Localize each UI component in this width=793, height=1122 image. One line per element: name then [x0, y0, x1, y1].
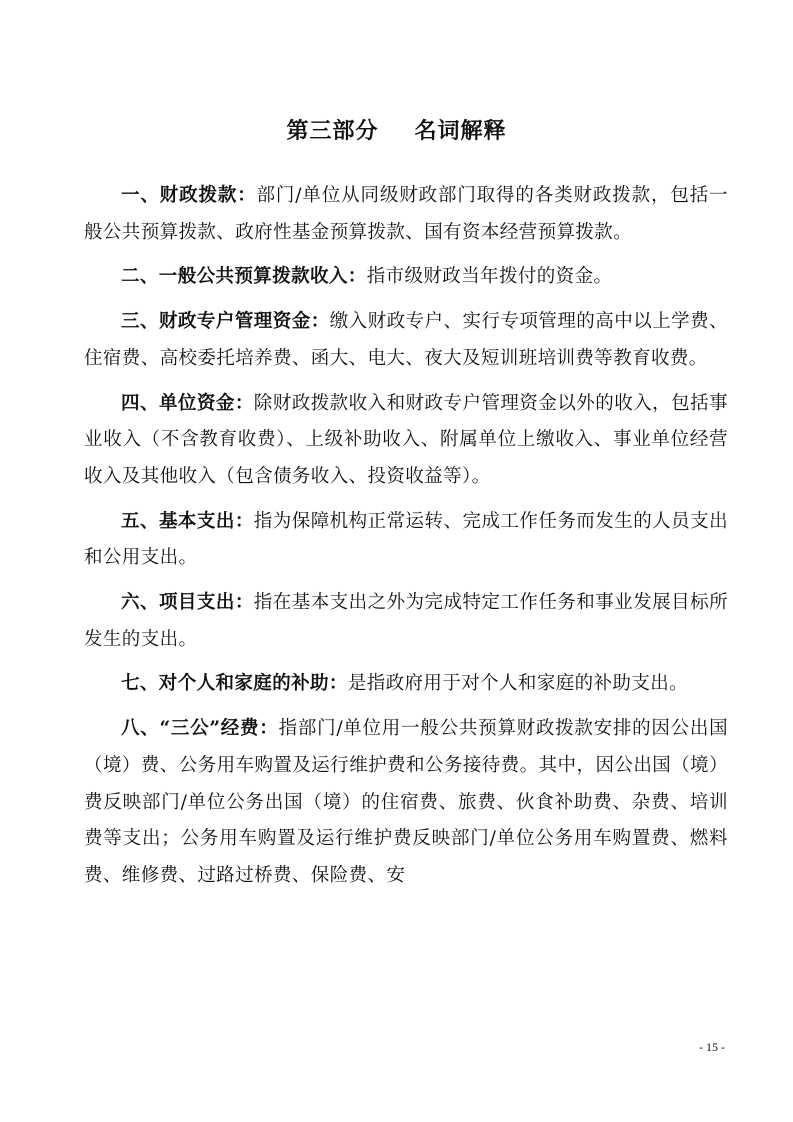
section-name: 名词解释: [414, 118, 507, 144]
section-part: 第三部分: [286, 118, 379, 144]
glossary-term: 八、“三公”经费：: [121, 718, 279, 740]
glossary-term: 一、财政拨款：: [121, 185, 257, 206]
glossary-definition: 指为保障机构正常运转、完成工作任务而发生的人员支出和公用支出。: [84, 510, 728, 569]
glossary-definition: 是指政府用于对个人和家庭的补助支出。: [347, 673, 689, 695]
glossary-term: 六、项目支出：: [121, 592, 254, 614]
glossary-definition: 缴入财政专户、实行专项管理的高中以上学费、住宿费、高校委托培养费、函大、电大、夜大及短训班培训费等教育收费。: [84, 311, 729, 369]
glossary-definition: 部门/单位从同级财政部门取得的各类财政拨款，包括一般公共预算拨款、政府性基金预算拨款、国有资本经营预算拨款。: [84, 185, 728, 243]
glossary-definition: 除财政拨款收入和财政专户管理资金以外的收入，包括事业收入（不含教育收费）、上级补助收入、附属单位上缴收入、事业单位经营收入及其他收入（包含债务收入、投资收益等）。: [84, 392, 728, 487]
glossary-body: [84, 178, 728, 903]
glossary-term: 四、单位资金：: [121, 392, 254, 414]
glossary-paragraph-1: [84, 178, 728, 251]
glossary-paragraph-4: [84, 386, 728, 496]
glossary-term: 三、财政专户管理资金：: [121, 311, 330, 333]
glossary-paragraph-8: [84, 711, 728, 895]
glossary-paragraph-7: [84, 666, 728, 703]
glossary-definition: 指在基本支出之外为完成特定工作任务和事业发展目标所发生的支出。: [84, 592, 728, 650]
glossary-paragraph-6: [84, 585, 728, 658]
glossary-term: 二、一般公共预算拨款收入：: [121, 266, 367, 288]
page-number: - 15 -: [699, 1040, 725, 1054]
glossary-term: 七、对个人和家庭的补助：: [121, 673, 348, 695]
glossary-paragraph-3: [84, 304, 728, 377]
glossary-term: 五、基本支出：: [121, 510, 254, 532]
glossary-definition: 指市级财政当年拨付的资金。: [366, 266, 613, 288]
page-title: [0, 114, 793, 145]
glossary-paragraph-2: [84, 259, 728, 296]
glossary-paragraph-5: [84, 504, 728, 577]
glossary-definition: 指部门/单位用一般公共预算财政拨款安排的因公出国（境）费、公务用车购置及运行维护费和公务接待费。其中，因公出国（境）费反映部门/单位公务出国（境）的住宿费、旅费、伙食补助费、杂费、培训费等支出；公务用车购置及运行维护费反映部门/单位公务用车购置费、燃料费、维修费、过路过桥费、保险费、安: [84, 718, 728, 886]
